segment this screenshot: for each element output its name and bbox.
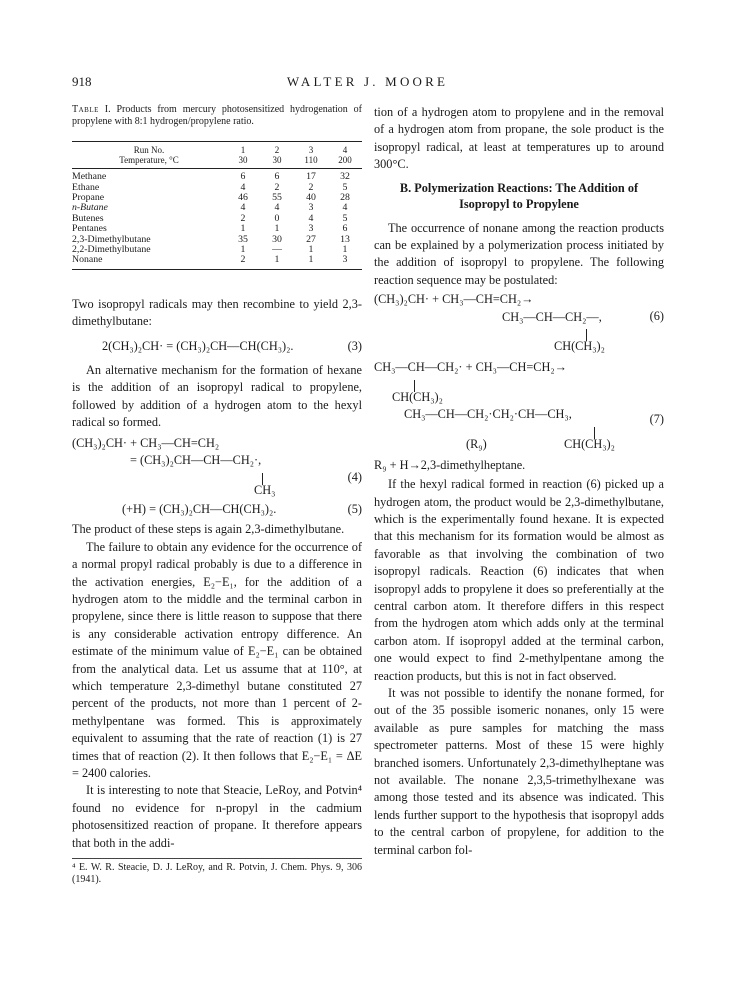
table-cell: 1 <box>342 244 348 256</box>
table-row <box>72 255 362 269</box>
table-row <box>72 214 362 224</box>
left-paragraph-3: The product of these steps is again 2,3-dimethylbutane. <box>72 522 345 537</box>
section-heading <box>374 180 664 212</box>
table-caption <box>72 104 362 127</box>
table-cell: 5 <box>342 181 348 193</box>
table-header-run-2: 2 <box>260 142 294 156</box>
section-heading-line-2: Isopropyl to Propylene <box>459 196 579 211</box>
table-cell: 1 <box>240 223 246 235</box>
equation-7-line-1: CH₃—CH—CH₂· + CH₃—CH=CH₂→ <box>374 360 567 375</box>
table-row-name: Nonane <box>72 255 226 269</box>
table-cell: 3 <box>328 255 362 269</box>
left-paragraph-4: The failure to obtain any evidence for the occurrence of a normal propyl radical probably is due to a difference in the activation energies, E₂−E₁, for the addition of a hydrogen atom to the middle and the terminal carbon in propylene, since there is little reason to suppose that there is any considerable activation entropy difference. An estimate of the minimum value of E₂−E₁ can be obtained from the analytical data. Let us assume that at 110°, at which temperature 2,3-dimethyl butane constituted 27 percent of the products, not more than 1 percent of 2-methylpentane was formed. This is approximately equivalent to assuming that the rate of reaction (1) is 27 times that of reaction (2). It then follows that E₂−E₁ = ΔE = 2400 calories. <box>72 539 362 780</box>
left-paragraph-2: An alternative mechanism for the formation of hexane is the addition of an isopropyl radical to propylene, followed by addition of a hydrogen atom to the hexyl radical so formed. <box>72 363 362 430</box>
table-cell: 0 <box>274 212 280 224</box>
table-cell: 1 <box>308 244 314 256</box>
table-cell: 13 <box>340 233 350 245</box>
table-cell: 4 <box>240 181 246 193</box>
table-header-run-label: Run No. <box>72 142 226 156</box>
equation-4-number: (4) <box>347 469 362 484</box>
table-cell: 4 <box>342 202 348 214</box>
table-header-run-4: 4 <box>328 142 362 156</box>
equation-4-line-2: = (CH₃)₂CH—CH—CH₂·, <box>130 453 262 468</box>
table-cell: 3 <box>308 223 314 235</box>
equation-5-number: (5) <box>347 501 362 516</box>
right-paragraph-2: The occurrence of nonane among the reaction products can be explained by a polymerization process initiated by the addition of isopropyl to propylene. The following reaction sequence may be postulated: <box>374 220 664 287</box>
left-paragraph-1: Two isopropyl radicals may then recombine to yield 2,3-dimethylbutane: <box>72 296 362 329</box>
table-row <box>72 169 362 183</box>
table-row-name: Methane <box>72 171 107 183</box>
table-cell: 3 <box>308 202 314 214</box>
table-row-name: 2,2-Dimethylbutane <box>72 244 151 256</box>
products-table <box>72 141 362 270</box>
table-row <box>72 203 362 213</box>
table-cell: 6 <box>274 171 280 183</box>
equation-5-text: (+H) = (CH₃)₂CH—CH(CH₃)₂. <box>122 501 277 516</box>
table-row-name: n-Butane <box>72 202 108 214</box>
table-cell: 2 <box>240 212 246 224</box>
equation-7-line-2: CH(CH₃)₂ <box>392 389 443 404</box>
table-header-run-3: 3 <box>294 142 328 156</box>
table-cell: 40 <box>306 192 316 203</box>
equation-7-substituent: CH(CH₃)₂ <box>564 436 615 451</box>
right-column <box>374 104 664 859</box>
equation-3-number: (3) <box>347 338 362 353</box>
table-cell: 32 <box>340 171 350 183</box>
equation-6-number: (6) <box>649 309 664 324</box>
footnote: ⁴ E. W. R. Steacie, D. J. LeRoy, and R. Potvin, J. Chem. Phys. 9, 306 (1941). <box>72 858 362 885</box>
table-cell: 2 <box>226 255 260 269</box>
table-cell: 2 <box>308 181 314 193</box>
equation-4 <box>72 435 362 499</box>
section-heading-line-1: B. Polymerization Reactions: The Addition of <box>399 180 639 195</box>
table-cell: 6 <box>240 171 246 183</box>
table-header-temp-label: Temperature, °C <box>72 156 226 169</box>
equation-6-bond <box>374 326 664 338</box>
equation-7-line-3: CH₃—CH—CH₂·CH₂·CH—CH₃, <box>404 407 572 422</box>
equation-4-line-1: (CH₃)₂CH· + CH₃—CH=CH₂ <box>72 435 220 450</box>
table-cell: 17 <box>306 171 316 183</box>
table-row-name: Pentanes <box>72 223 107 235</box>
table-row-name: 2,3-Dimethylbutane <box>72 233 151 245</box>
table-cell: 1 <box>260 255 294 269</box>
table-cell: 5 <box>342 212 348 224</box>
table-cell: 30 <box>272 233 282 245</box>
table-row <box>72 245 362 255</box>
equation-7-number: (7) <box>649 412 664 427</box>
equation-6-line-2: CH₃—CH—CH₂—, <box>502 309 602 324</box>
equation-7-radical-label: (R₉) <box>466 436 487 451</box>
left-column <box>72 104 362 885</box>
table-header-temp-3: 110 <box>294 156 328 169</box>
table-cell: 2 <box>274 181 280 193</box>
page-number: 918 <box>72 74 92 89</box>
table-cell: 1 <box>240 244 246 256</box>
equation-5 <box>72 501 362 518</box>
equation-7 <box>374 359 664 452</box>
equation-3-text: 2(CH₃)₂CH· = (CH₃)₂CH—CH(CH₃)₂. <box>102 338 294 353</box>
equation-3 <box>72 338 362 355</box>
table-caption-label: Table <box>72 104 99 115</box>
equation-4-line-3: CH₃ <box>254 482 276 497</box>
table-row-name: Propane <box>72 192 105 203</box>
table-cell: 4 <box>308 212 314 224</box>
table-cell: — <box>272 244 282 256</box>
table-cell: 27 <box>306 233 316 245</box>
right-paragraph-4: It was not possible to identify the nonane formed, for out of the 35 possible isomeric nonanes, only 15 were available as pure samples for matching the mass spectrometer patterns. Most of these 15 were highly branched isomers. Unfortunately 2,3-dimethylheptane was not available. The nonane 2,3,5-trimethylhexane was among those tested and its absence was indicated. This lends further support to the hypothesis that isopropyl adds to the central carbon of propylene, for addition to the terminal carbon fol- <box>374 685 664 857</box>
right-paragraph-3: If the hexyl radical formed in reaction (6) picked up a hydrogen atom, the product would be 2,3-dimethylbutane, which is the experimentally found hexane. It is expected that this mechanism for its formation would be almost as favorable as that involving the combination of two isopropyl radicals. Reaction (6) indicates that when isopropyl adds to propylene it does so preferentially at the central carbon atom. It therefore differs in this respect from the hydrogen atom which adds only at the terminal carbon atom. If isopropyl added at the terminal carbon, one would expect to find 2-methylpentane among the reaction products, but this is not in fact observed. <box>374 477 664 683</box>
equation-8: R₉ + H→2,3-dimethylheptane. <box>374 457 526 472</box>
left-paragraph-5: It is interesting to note that Steacie, LeRoy, and Potvin⁴ found no evidence for n-propyl in the cadmium photosensitized reaction of propane. It therefore appears that both in the addi- <box>72 783 362 850</box>
table-caption-text: I. Products from mercury photosensitized hydrogenation of propylene with 8:1 hydrogen/propylene ratio. <box>72 104 363 127</box>
table-cell: 6 <box>342 223 348 235</box>
right-paragraph-1: tion of a hydrogen atom to propylene and in the removal of a hydrogen atom from propane, the sole product is the isopropyl radical, at least at temperatures up to around 300°C. <box>374 105 664 172</box>
table-cell: 4 <box>274 202 280 214</box>
table-row-name: Ethane <box>72 181 100 193</box>
table-row-name: Butenes <box>72 212 104 224</box>
table-cell: 28 <box>340 192 350 203</box>
table-header-run-1: 1 <box>226 142 260 156</box>
table-cell: 55 <box>272 192 282 203</box>
equation-6-line-3: CH(CH₃)₂ <box>554 339 605 354</box>
running-title: WALTER J. MOORE <box>286 74 449 89</box>
equation-7-line-4 <box>374 436 664 453</box>
table-row <box>72 193 362 203</box>
equation-6 <box>374 291 664 355</box>
equation-7-bond-2 <box>374 424 664 436</box>
equation-6-line-1: (CH₃)₂CH· + CH₃—CH=CH₂→ <box>374 292 534 307</box>
table-cell: 35 <box>238 233 248 245</box>
table-cell: 4 <box>240 202 246 214</box>
page-header <box>72 74 663 90</box>
equation-4-bond <box>72 470 362 482</box>
table-cell: 1 <box>274 223 280 235</box>
table-cell: 1 <box>294 255 328 269</box>
table-cell: 46 <box>238 192 248 203</box>
table-row <box>72 183 362 193</box>
table-header-temp-1: 30 <box>226 156 260 169</box>
equation-7-bond-1 <box>374 377 664 389</box>
table-header-temp-4: 200 <box>328 156 362 169</box>
table-header-temp-2: 30 <box>260 156 294 169</box>
